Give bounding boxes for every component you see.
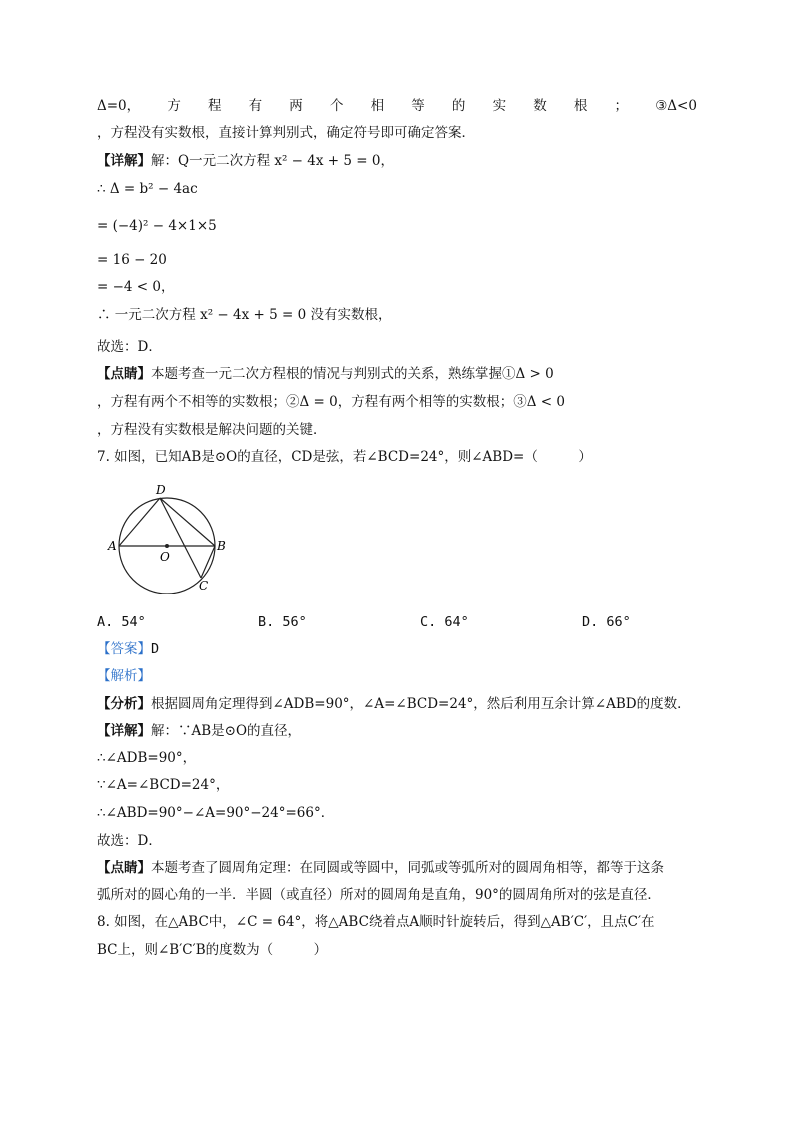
prev-comment-line3: ，方程没有实数根是解决问题的关键． xyxy=(97,422,327,438)
q7-choose: 故选：D． xyxy=(97,833,162,849)
q7-analysis xyxy=(97,667,151,685)
label-d: D xyxy=(156,483,166,497)
q7-step3: ∴∠ABD=90°−∠A=90°−24°=66°． xyxy=(97,805,335,821)
label-c: C xyxy=(199,579,209,593)
prev-step4: = −4 < 0， xyxy=(97,279,175,295)
comment-label: 【点睛】 xyxy=(97,366,151,382)
q7-comment-line2: 弧所对的圆心角的一半．半圆（或直径）所对的圆周角是直角，90°的圆周角所对的弦是直径． xyxy=(97,887,661,903)
prev-solution-line2: ，方程没有实数根，直接计算判别式，确定符号即可确定答案． xyxy=(97,125,475,141)
q7-step2: ∵∠A=∠BCD=24°， xyxy=(97,777,230,793)
label-o: O xyxy=(160,550,170,564)
q7-fenxi: 【分析】根据圆周角定理得到∠ADB=90°，∠A=∠BCD=24°，然后利用互余计算∠ABD的度数． xyxy=(97,696,691,712)
q7-step1: ∴∠ADB=90°， xyxy=(97,750,197,766)
chord-dc xyxy=(160,498,201,578)
prev-choose: 故选：D． xyxy=(97,339,162,355)
q8-line1: 8. 如图，在△ABC中，∠C = 64°，将△ABC绕着点A顺时针旋转后，得到△AB′C′，且点C′在 xyxy=(97,914,655,930)
label-b: B xyxy=(217,539,226,553)
prev-step3: = 16 − 20 xyxy=(97,252,167,268)
q7-option-b: B. 56° xyxy=(258,614,307,630)
q7-option-c: C. 64° xyxy=(420,614,469,630)
prev-step2: = (−4)² − 4×1×5 xyxy=(97,218,217,234)
q7-option-a: A. 54° xyxy=(97,614,146,630)
q7-comment: 【点睛】本题考查了圆周角定理：在同圆或等圆中，同弧或等弧所对的圆周角相等，都等于这条 xyxy=(97,860,664,876)
answer-value: D xyxy=(151,641,160,657)
prev-step1: ∴ Δ = b² − 4ac xyxy=(97,181,198,197)
detail-label: 【详解】 xyxy=(97,723,151,739)
prev-comment-line2: ，方程有两个不相等的实数根；②Δ = 0，方程有两个相等的实数根；③Δ < 0 xyxy=(97,394,565,410)
center-dot xyxy=(165,544,169,548)
analysis-label: 【解析】 xyxy=(97,668,151,684)
q7-option-d: D. 66° xyxy=(582,614,631,630)
prev-comment: 【点睛】本题考查一元二次方程根的情况与判别式的关系，熟练掌握①Δ > 0 xyxy=(97,366,554,382)
detail-label: 【详解】 xyxy=(97,153,151,169)
answer-label: 【答案】 xyxy=(97,641,151,657)
q8-line2: BC上，则∠B′C′B的度数为（ ） xyxy=(97,942,328,958)
q7-answer xyxy=(97,640,159,658)
fenxi-label: 【分析】 xyxy=(97,696,151,712)
prev-conclusion: ∴ 一元二次方程 x² − 4x + 5 = 0 没有实数根， xyxy=(97,307,392,323)
chord-bc xyxy=(201,546,215,578)
label-a: A xyxy=(108,539,117,553)
q7-detail: 【详解】解：∵AB是⊙O的直径， xyxy=(97,723,302,739)
prev-detail: 【详解】解：Q一元二次方程 x² − 4x + 5 = 0， xyxy=(97,153,394,169)
prev-solution-line1: Δ=0， 方 程 有 两 个 相 等 的 实 数 根 ； ③Δ<0 xyxy=(97,98,697,114)
comment-label: 【点睛】 xyxy=(97,860,151,876)
q7-stem: 7. 如图，已知AB是⊙O的直径，CD是弦，若∠BCD=24°，则∠ABD=（ ） xyxy=(97,449,592,465)
chord-db xyxy=(160,498,215,546)
q7-circle-figure xyxy=(100,482,230,594)
